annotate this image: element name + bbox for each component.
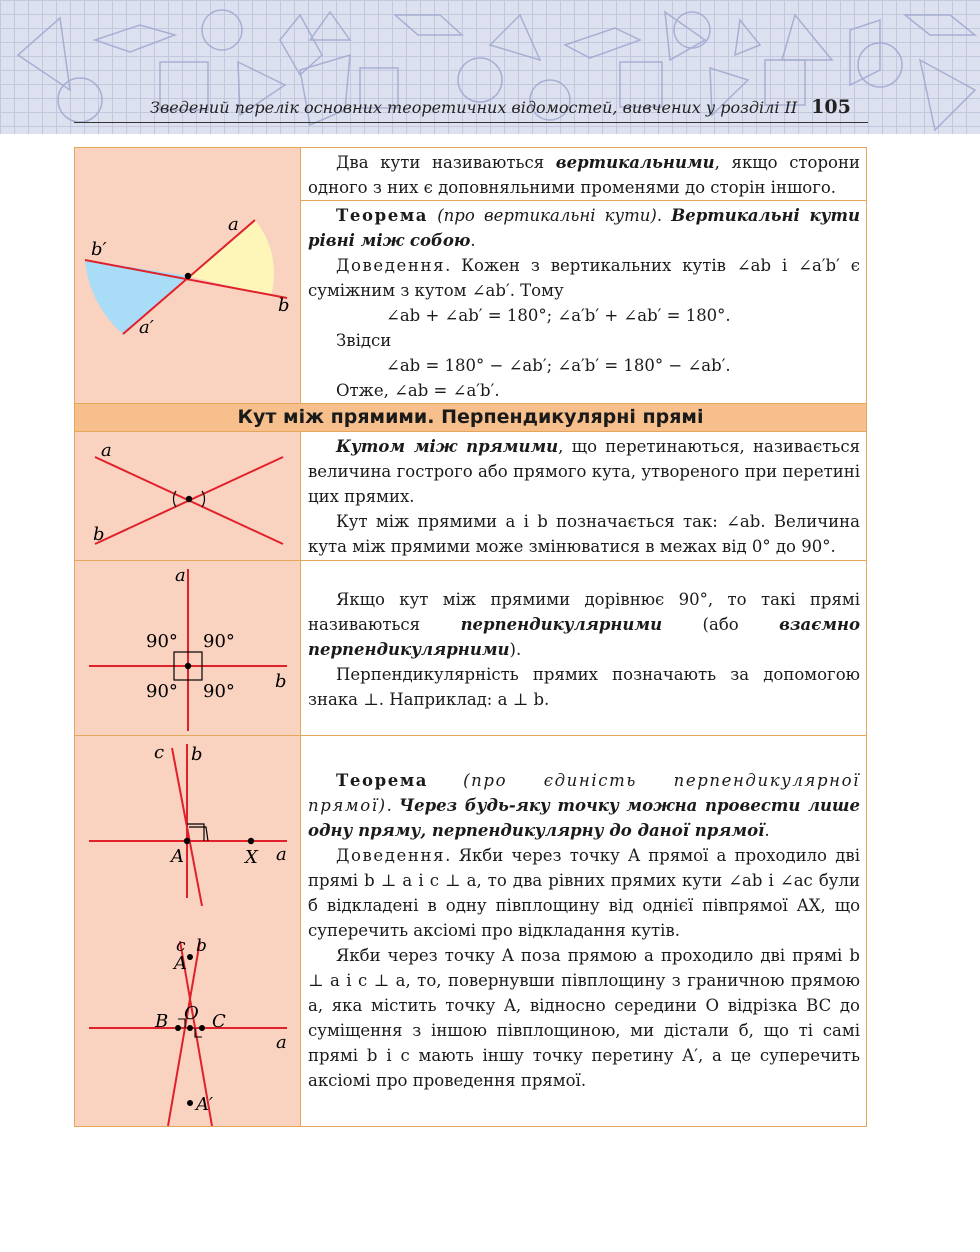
label-90-bottom-left: 90° <box>146 681 178 702</box>
term-perpendicular: перпендикулярними <box>460 615 663 634</box>
perp-text-a: Якщо кут між прямими дорівнює 90°, то такі прямі називаються <box>308 590 860 634</box>
fig2-label-O: O <box>184 1003 199 1024</box>
fig2-point-O <box>187 1025 193 1031</box>
fig2-point-A <box>187 954 193 960</box>
theorem-unique-perpendicular: Теорема (про єдиність перпендикулярної прямої). Через будь-яку точку можна провести лише одну пряму, перпендикулярну до даної прямої. Доведення. Якби через точку A прямої a проходило дві прямі b ⊥ a і c ⊥ a, то два рівних прямих кути ∠ab і ∠ac були б відкладені в одну півплощину від однієї півпрямої AX, що суперечить аксіомі про відкладання кутів. Якби через точку A поза прямою a проходило дві прямі b ⊥ a і c ⊥ a, то, повернувши півплощину з граничною прямою a, яка містить точку A, відносно середини O відрізка BC до суміщення з іншою півплощиною, ми дістали б, що ті самі прямі b і c мають іншу точку перетину A′, а це суперечить аксіомі про проведення прямої. <box>300 735 867 1127</box>
label-a: a <box>175 565 186 586</box>
label-b: b <box>275 671 287 692</box>
proof-text: Кожен з вертикальних кутів ∠ab і ∠a′b′ є суміжним з кутом ∠ab′. Тому <box>308 256 860 300</box>
theorem-vertical-angles: Теорема (про вертикальні кути). Вертикальні кути рівні між собою. Доведення. Кожен з вертикальних кутів ∠ab і ∠a′b′ є суміжним з кутом ∠ab′. Тому ∠ab + ∠ab′ = 180°; ∠a′b′ + ∠ab′ = 180°. Звідси ∠ab = 180° − ∠ab′; ∠a′b′ = 180° − ∠ab′. Отже, ∠ab = ∠a′b′. <box>300 200 867 404</box>
def-text-end: , якщо сторони одного з них є доповняльними променями до сторін іншого. <box>308 153 860 197</box>
fig2-label-a: a <box>276 1032 287 1053</box>
fig1-point-X <box>248 838 254 844</box>
theorem-paren: (про єдиність перпендикулярної прямої) <box>308 771 861 815</box>
def-term: вертикальними <box>555 153 715 172</box>
fig1-point-A <box>184 838 190 844</box>
equation-2: ∠ab = 180° − ∠ab′; ∠a′b′ = 180° − ∠ab′. <box>386 356 731 375</box>
term-angle-between-lines: Кутом між прямими <box>336 437 559 456</box>
fig2-label-A-prime: A′ <box>196 1094 214 1115</box>
theorem-paren: (про вертикальні кути) <box>437 206 657 225</box>
proof-label: Доведення <box>336 256 446 275</box>
whence-text: Звідси <box>336 331 392 350</box>
fig2-point-C <box>199 1025 205 1031</box>
fig2-point-B <box>175 1025 181 1031</box>
label-90-top-right: 90° <box>203 631 235 652</box>
label-b-prime: b′ <box>91 239 107 260</box>
definition-perpendicular <box>300 560 867 736</box>
perpendicular-diagram <box>75 561 300 735</box>
intersecting-lines-diagram <box>75 432 300 560</box>
section-title: Кут між прямими. Перпендикулярні прямі <box>74 403 867 432</box>
notation-text: Кут між прямими a і b позначається так: ∠ab. Величина кута між прямими може змінюватися в межах від 0° до 90°. <box>308 512 860 556</box>
label-a: a <box>101 440 112 461</box>
figure-unique-perpendicular <box>74 735 301 1127</box>
label-90-bottom-right: 90° <box>203 681 235 702</box>
header-rule <box>74 122 868 123</box>
proof-part-1: Якби через точку A прямої a проходило дві прямі b ⊥ a і c ⊥ a, то два рівних прямих кути ∠ab і ∠ac були б відкладені в одну півплощину від однієї півпрямої AX, що суперечить аксіомі про відкладання кутів. <box>308 846 860 940</box>
label-b: b <box>278 295 290 316</box>
page-number: 105 <box>811 96 851 118</box>
theorem-label: Теорема <box>336 206 429 225</box>
intersection-point <box>185 663 191 669</box>
theorem-statement: Через будь-яку точку можна провести лише одну пряму, перпендикулярну до даної прямої <box>308 796 860 840</box>
perp-text-c: ). <box>509 640 522 659</box>
header-band <box>0 0 980 134</box>
fig1-label-A: A <box>171 846 184 867</box>
figure-vertical-angles <box>74 147 301 404</box>
proof-label: Доведення <box>336 846 446 865</box>
label-a-prime: a′ <box>139 317 154 338</box>
equation-1: ∠ab + ∠ab′ = 180°; ∠a′b′ + ∠ab′ = 180°. <box>386 306 731 325</box>
conclusion-text: Отже, ∠ab = ∠a′b′. <box>336 381 500 400</box>
perp-notation-text: Перпендикулярність прямих позначають за допомогою знака ⊥. Наприклад: a ⊥ b. <box>308 665 860 709</box>
proof-part-2: Якби через точку A поза прямою a проходило дві прямі b ⊥ a і c ⊥ a, то, повернувши півплощину з граничною прямою a, яка містить точку A, відносно середини O відрізка BC до суміщення з іншою півплощиною, ми дістали б, що ті самі прямі b і c мають іншу точку перетину A′, а це суперечить аксіомі про проведення прямої. <box>308 946 860 1090</box>
fig1-label-X: X <box>245 847 258 868</box>
running-head <box>150 96 870 124</box>
term-mutually-perpendicular: взаємно перпендикулярними <box>308 615 860 659</box>
label-b: b <box>93 524 105 545</box>
header-title: Зведений перелік основних теоретичних відомостей, вивчених у розділі II <box>150 98 798 117</box>
fig1-right-angle-c <box>189 827 208 841</box>
label-90-top-left: 90° <box>146 631 178 652</box>
def-text-start: Два кути називаються <box>336 153 556 172</box>
definition-vertical-angles <box>300 147 867 201</box>
fig1-label-a: a <box>276 844 287 865</box>
vertical-angles-diagram <box>75 148 300 403</box>
definition-angle-between-lines <box>300 431 867 561</box>
fig2-label-C: C <box>212 1011 226 1032</box>
figure-angle-between-lines <box>74 431 301 561</box>
fig2-label-c: c <box>176 936 186 956</box>
perp-text-b: (або <box>662 615 780 634</box>
intersection-point <box>186 496 192 502</box>
theorem-statement: Вертикальні кути рівні між собою <box>308 206 860 250</box>
fig2-label-b: b <box>196 936 207 956</box>
fig2-label-A: A <box>174 953 187 974</box>
fig2-label-B: B <box>155 1011 169 1032</box>
unique-perpendicular-diagrams <box>75 736 300 1126</box>
theorem-label: Теорема <box>336 771 429 790</box>
vertex-point <box>185 273 191 279</box>
def-text: , що перетинаються, називається величина гострого або прямого кута, утвореного при перетині цих прямих. <box>308 437 860 506</box>
fig1-label-b: b <box>191 744 203 765</box>
figure-perpendicular-lines <box>74 560 301 736</box>
fig1-label-c: c <box>154 742 165 763</box>
fig2-point-A-prime <box>187 1100 193 1106</box>
label-a: a <box>228 214 239 235</box>
